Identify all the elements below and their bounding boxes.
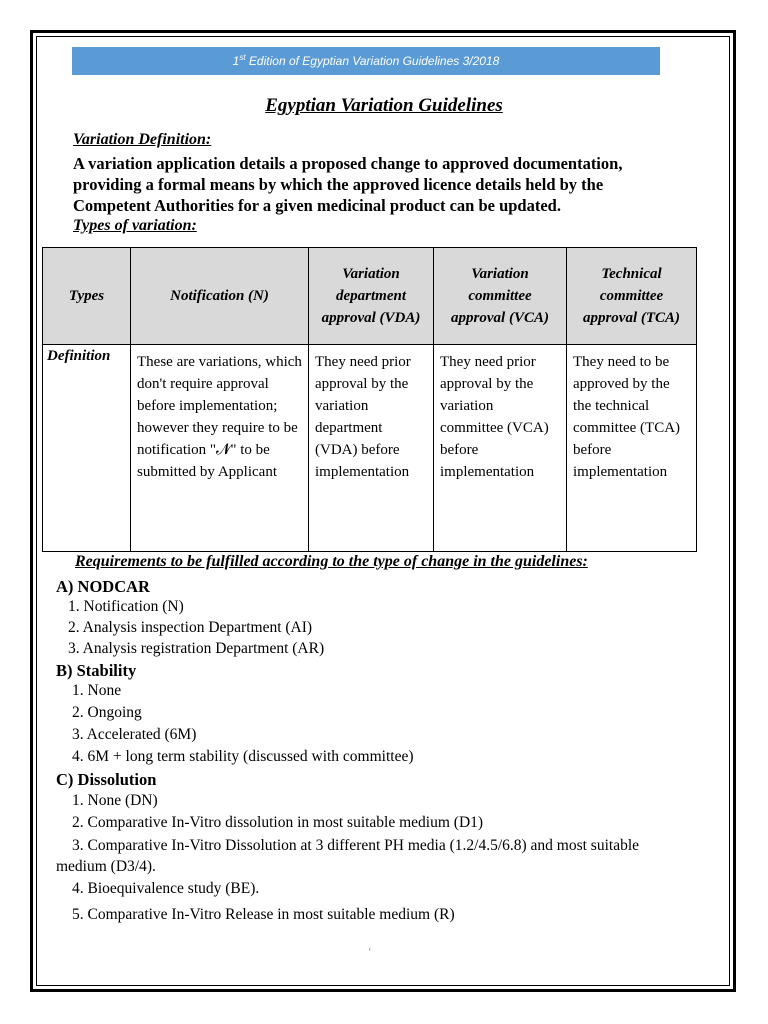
section-a-title: A) NODCAR xyxy=(56,577,150,596)
list-item: 2. Ongoing xyxy=(72,704,142,721)
table-header-cell: Variation committee approval (VCA) xyxy=(434,248,567,345)
list-item: 3. Analysis registration Department (AR) xyxy=(68,640,325,657)
table-header-cell: Variation department approval (VDA) xyxy=(309,248,434,345)
list-item: 2. Comparative In-Vitro dissolution in most suitable medium (D1) xyxy=(72,814,484,831)
table-cell: They need prior approval by the variation department (VDA) before implementation xyxy=(309,345,434,552)
list-item: 5. Comparative In-Vitro Release in most suitable medium (R) xyxy=(72,906,455,923)
requirements-heading: Requirements to be fulfilled according to the type of change in the guidelines: xyxy=(75,553,588,570)
list-item: 2. Analysis inspection Department (AI) xyxy=(68,619,313,636)
list-item: 1. Notification (N) xyxy=(68,598,184,615)
document-title: Egyptian Variation Guidelines xyxy=(265,95,503,116)
edition-header-text: 1st Edition of Egyptian Variation Guidelines 3/2018 xyxy=(232,53,500,68)
table-row xyxy=(43,345,697,552)
list-item: 3. Comparative In-Vitro Dissolution at 3 different PH media (1.2/4.5/6.8) and most suitable medium (D3/4). xyxy=(56,837,640,875)
table-header-cell: Notification (N) xyxy=(131,248,309,345)
section-b-title: B) Stability xyxy=(56,661,137,680)
table-header-cell: Technical committee approval (TCA) xyxy=(567,248,697,345)
list-item: 4. 6M + long term stability (discussed with committee) xyxy=(72,748,414,765)
table-cell: They need prior approval by the variation committee (VCA) before implementation xyxy=(434,345,567,552)
list-item: 3. Accelerated (6M) xyxy=(72,726,197,743)
table-cell: These are variations, which don't require approval before implementation; however they require to be notification "𝓝" to be submitted by Applicant xyxy=(131,345,309,552)
list-item: 4. Bioequivalence study (BE). xyxy=(72,880,260,897)
variation-types-table xyxy=(42,247,697,552)
variation-definition-heading: Variation Definition: xyxy=(73,131,212,148)
types-of-variation-heading: Types of variation: xyxy=(73,217,197,234)
table-header-cell: Types xyxy=(43,248,131,345)
table-cell: They need to be approved by the the technical committee (TCA) before implementation xyxy=(567,345,697,552)
table-row-label: Definition xyxy=(43,345,131,552)
list-item: 1. None xyxy=(72,682,122,699)
list-item: 1. None (DN) xyxy=(72,792,158,809)
variation-definition-body: A variation application details a proposed change to approved documentation, providing a formal means by which the approved licence details held by the Competent Authorities for a given medicinal product can be updated. xyxy=(73,154,623,215)
table-header-row xyxy=(43,248,697,345)
section-c-title: C) Dissolution xyxy=(56,770,157,789)
edition-header-bar xyxy=(72,47,660,75)
stray-mark: ‘ xyxy=(368,947,372,958)
